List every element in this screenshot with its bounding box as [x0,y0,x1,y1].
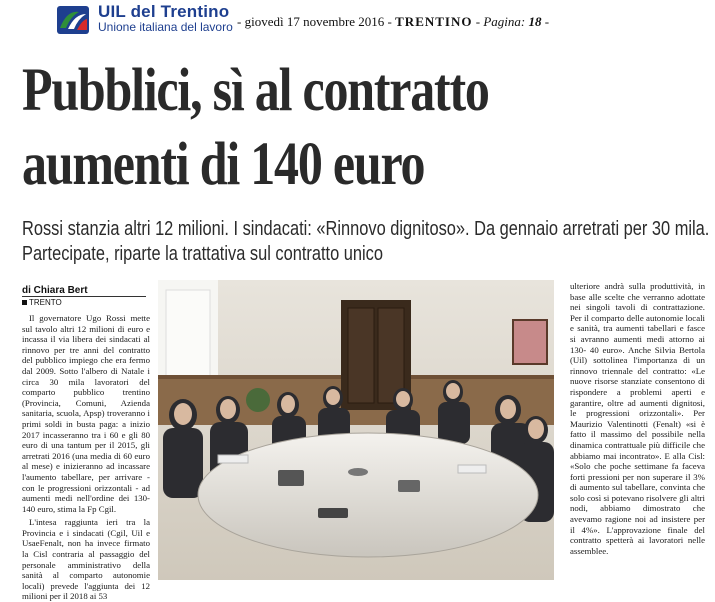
page-suffix: - [544,14,550,29]
headline [22,54,711,202]
paragraph: L'intesa raggiunta ieri tra la Provincia e i sindacati (Cgil, Uil e UsaeFenalt, non ha invece firmato la Cisl contraria al passaggio del personale amministrativo della sanità al comparto autonomie locali) prevede l'aggiunta dei 12 milioni per il 2018 ai 53 [22,517,150,602]
org-subtitle: Unione italiana del lavoro [98,20,233,34]
article-column-right [570,281,705,580]
headline-line-2: aumenti di 140 euro [22,131,425,198]
publication-date: - giovedì 17 novembre 2016 - [237,14,392,29]
square-bullet-icon [22,300,27,305]
article-column-left [22,313,150,602]
paragraph: ulteriore andrà sulla produttività, in base alle scelte che verranno adottate nei singoli tavoli di contrattazione. Per il comparto delle autonomie locali e sanità, tra aumenti tabellari e fasce si avranno aumenti medi attorno ai 130- 40 euro». Anche Silvia Bertola (Uil) sottolinea l'importanza di un rinnovo triennale del contratto: «Le nuove risorse stanziate consentono di rispondere a problemi aperti e garantire, oltre ad aumenti dignitosi, le progressioni orizzontali». Per Maurizio Valentinotti (Fenalt) «si è fatto il massimo del possibile nella dinamica contrattuale più difficile che abbiamo mai incontrato». E alla Cisl: «Solo che poche settimane fa faceva forti pressioni per non superare il 3% di aumento sul tabellare, convinta che solo così si potevano risolvere gli altri nodi, abbiamo dimostrato che avevamo ragione noi ad insistere per il 4%». L'approvazione finale del contratto spetterà ai lavoratori nelle assemblee. [570,281,705,556]
date-line [237,14,549,30]
page-label: - Pagina: [475,14,526,29]
org-name: UIL del Trentino [98,2,230,21]
dateline [22,298,62,307]
paragraph: Il governatore Ugo Rossi mette sul tavolo altri 12 milioni di euro e incassa il via libera dei sindacati al rinnovo per tre anni del contratto del pubblico impiego che era fermo dal 2009. Sotto l'albero di Natale i circa 30 mila lavoratori del comparto pubblico trentino (Provincia, Comuni, Azienda sanitaria, scuola, Apsp) troveranno i primi soldi in busta paga: a inizio 2017 incasseranno tra i 60 e gli 80 euro di una tantum per il 2015, gli arretrati 2016 (una media di 60 euro al mese) e inizieranno ad incassare l'aumento tabellare, per arrivare - con le progressioni orizzontali - ad aumenti medi nell'ordine dei 130-140 euro, stima la Fp Cgil. [22,313,150,514]
newspaper-name: TRENTINO [395,14,473,29]
subheadline: Rossi stanzia altri 12 milioni. I sindacati: «Rinnovo dignitoso». Da gennaio arretrati per 30 mila. Partecipate, riparte la trattativa sul contratto unico [22,218,710,265]
article-photo [158,280,554,580]
byline: di Chiara Bert [22,285,88,296]
headline-line-1: Pubblici, sì al contratto [22,57,489,124]
uil-logo-icon [57,6,89,34]
byline-divider [22,296,146,297]
dateline-location: TRENTO [29,298,62,307]
meeting-photo-illustration [158,280,554,580]
uil-logo [57,6,89,34]
page-number: 18 [528,14,542,29]
